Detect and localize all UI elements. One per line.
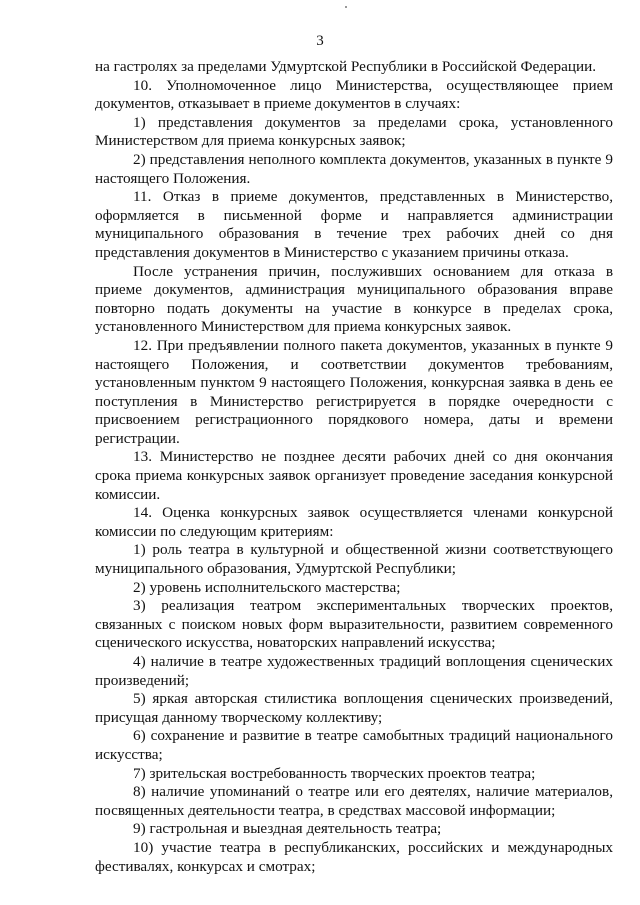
paragraph: 7) зрительская востребованность творческих проектов театра; <box>133 764 536 782</box>
scan-dot <box>345 6 347 8</box>
paragraph: 1) представления документов за пределами срока, установленного Министерством для приема конкурсных заявок; <box>95 113 613 150</box>
page-number: 3 <box>316 33 324 49</box>
paragraph: 2) уровень исполнительского мастерства; <box>133 578 401 596</box>
paragraph: 5) яркая авторская стилистика воплощения сценических произведений, присущая данному творческому коллективу; <box>95 690 613 726</box>
paragraph: 3) реализация театром экспериментальных творческих проектов, связанных с поиском новых форм выразительности, развитием современного сценического искусства, новаторских направлений искусства; <box>95 597 613 652</box>
paragraph: После устранения причин, послуживших основанием для отказа в приеме документов, администрация муниципального образования вправе повторно подать документы на участие в конкурсе в пределах срока, установленного Министерством для приема конкурсных заявок. <box>95 262 613 336</box>
paragraph: 1) роль театра в культурной и общественной жизни соответствующего муниципального образования, Удмуртской Республики; <box>95 541 613 578</box>
paragraph: 2) представления неполного комплекта документов, указанных в пункте 9 настоящего Положения. <box>95 150 613 187</box>
paragraph: 9) гастрольная и выездная деятельность театра; <box>133 820 442 838</box>
document-body <box>95 58 613 876</box>
paragraph: 14. Оценка конкурсных заявок осуществляется членами конкурсной комиссии по следующим критериям: <box>95 504 613 540</box>
paragraph: 11. Отказ в приеме документов, представленных в Министерство, оформляется в письменной форме и направляется администрации муниципального образования в течение трех рабочих дней со дня представления документов в Министерство с указанием причины отказа. <box>95 188 613 261</box>
paragraph: 13. Министерство не позднее десяти рабочих дней со дня окончания срока приема конкурсных заявок организует проведение заседания конкурсной комиссии. <box>95 448 613 503</box>
paragraph: 10. Уполномоченное лицо Министерства, осуществляющее прием документов, отказывает в приеме документов в случаях: <box>95 76 613 113</box>
paragraph: 6) сохранение и развитие в театре самобытных традиций национального искусства; <box>95 727 613 763</box>
paragraph: 8) наличие упоминаний о театре или его деятелях, наличие материалов, посвященных деятельности театра, в средствах массовой информации; <box>95 783 613 819</box>
paragraph: 4) наличие в театре художественных традиций воплощения сценических произведений; <box>95 653 613 689</box>
paragraph: на гастролях за пределами Удмуртской Республики в Российской Федерации. <box>95 58 597 75</box>
paragraph: 10) участие театра в республиканских, российских и международных фестивалях, конкурсах и смотрах; <box>95 838 613 875</box>
paragraph: 12. При предъявлении полного пакета документов, указанных в пункте 9 настоящего Положения, и соответствии документов требованиям, установленным пунктом 9 настоящего Положения, конкурсная заявка в день ее поступления в Министерство регистрируется в порядке очередности с присвоением регистрационного порядкового номера, даты и времени регистрации. <box>95 336 613 447</box>
